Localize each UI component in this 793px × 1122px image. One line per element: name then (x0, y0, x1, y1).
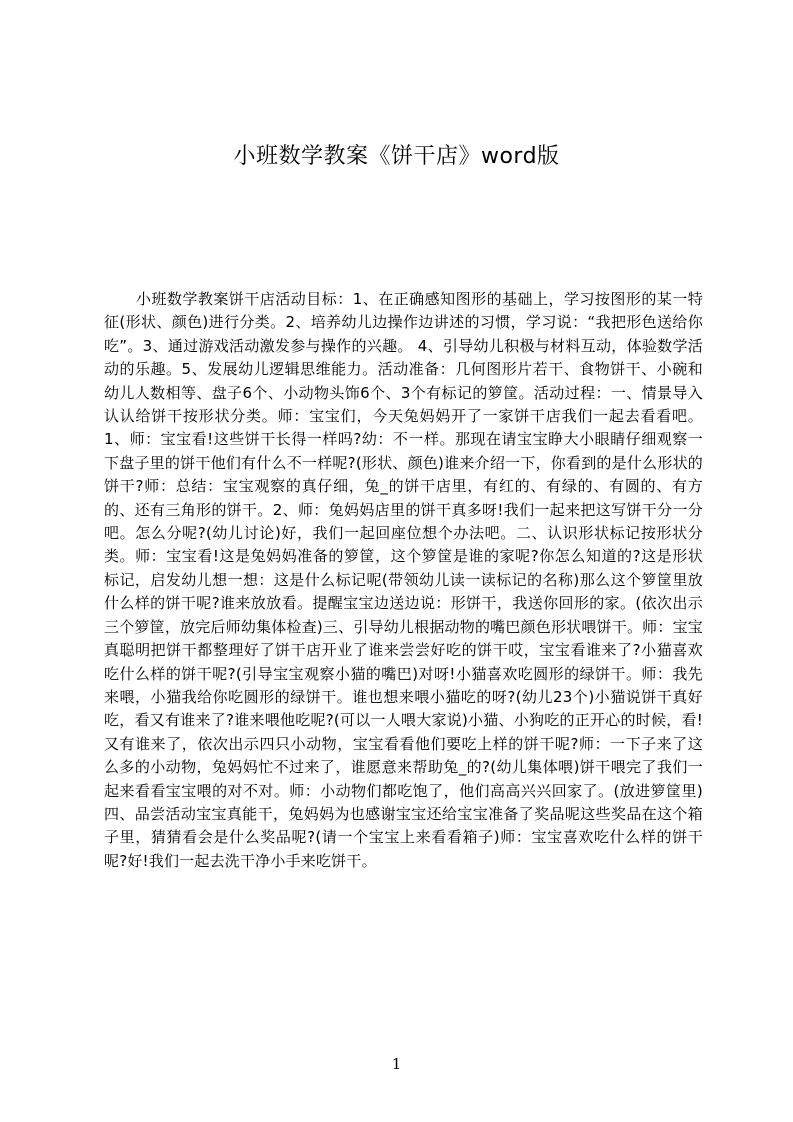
document-body-paragraph: 小班数学教案饼干店活动目标：1、在正确感知图形的基础上，学习按图形的某一特征(形状、颜色)进行分类。2、培养幼儿边操作边讲述的习惯，学习说：“我把形色送给你吃”。3、通过游戏活动激发参与操作的兴趣。 4、引导幼儿积极与材料互动，体验数学活动的乐趣。5、发展幼儿逻辑思维能力。活动准备：几何图形片若干、食物饼干、小碗和幼儿人数相等、盘子6个、小动物头饰6个、3个有标记的箩筐。活动过程：一、情景导入认认给饼干按形状分类。师：宝宝们，今天兔妈妈开了一家饼干店我们一起去看看吧。1、师：宝宝看!这些饼干长得一样吗?幼：不一样。那现在请宝宝睁大小眼睛仔细观察一下盘子里的饼干他们有什么不一样呢?(形状、颜色)谁来介绍一下，你看到的是什么形状的饼干?师：总结：宝宝观察的真仔细，兔_的饼干店里，有红的、有绿的、有圆的、有方的、还有三角形的饼干。2、师：兔妈妈店里的饼干真多呀!我们一起来把这写饼干分一分吧。怎么分呢?(幼儿讨论)好，我们一起回座位想个办法吧。二、认识形状标记按形状分类。师：宝宝看!这是兔妈妈准备的箩筐，这个箩筐是谁的家呢?你怎么知道的?这是形状标记，启发幼儿想一想：这是什么标记呢(带领幼儿读一读标记的名称)那么这个箩筐里放什么样的饼干呢?谁来放放看。提醒宝宝边送边说：形饼干，我送你回形的家。(依次出示三个箩筐，放完后师幼集体检查)三、引导幼儿根据动物的嘴巴颜色形状喂饼干。师：宝宝真聪明把饼干都整理好了饼干店开业了谁来尝尝好吃的饼干哎，宝宝看谁来了?小猫喜欢吃什么样的饼干呢?(引导宝宝观察小猫的嘴巴)对呀!小猫喜欢吃圆形的绿饼干。师：我先来喂，小猫我给你吃圆形的绿饼干。谁也想来喂小猫吃的呀?(幼儿23个)小猫说饼干真好吃，看又有谁来了?谁来喂他吃呢?(可以一人喂大家说)小猫、小狗吃的正开心的时候，看!又有谁来了，依次出示四只小动物，宝宝看看他们要吃上样的饼干呢?师：一下子来了这么多的小动物，兔妈妈忙不过来了，谁愿意来帮助兔_的?(幼儿集体喂)饼干喂完了我们一起来看看宝宝喂的对不对。师：小动物们都吃饱了，他们高高兴兴回家了。(放进箩筐里)四、品尝活动宝宝真能干，兔妈妈为也感谢宝宝还给宝宝准备了奖品呢这些奖品在这个箱子里，猜猜看会是什么奖品呢?(请一个宝宝上来看看箱子)师：宝宝喜欢吃什么样的饼干呢?好!我们一起去洗干净小手来吃饼干。 (104, 290, 703, 870)
page-number: 1 (391, 1055, 402, 1073)
document-title: 小班数学教案《饼干店》word版 (233, 144, 560, 169)
